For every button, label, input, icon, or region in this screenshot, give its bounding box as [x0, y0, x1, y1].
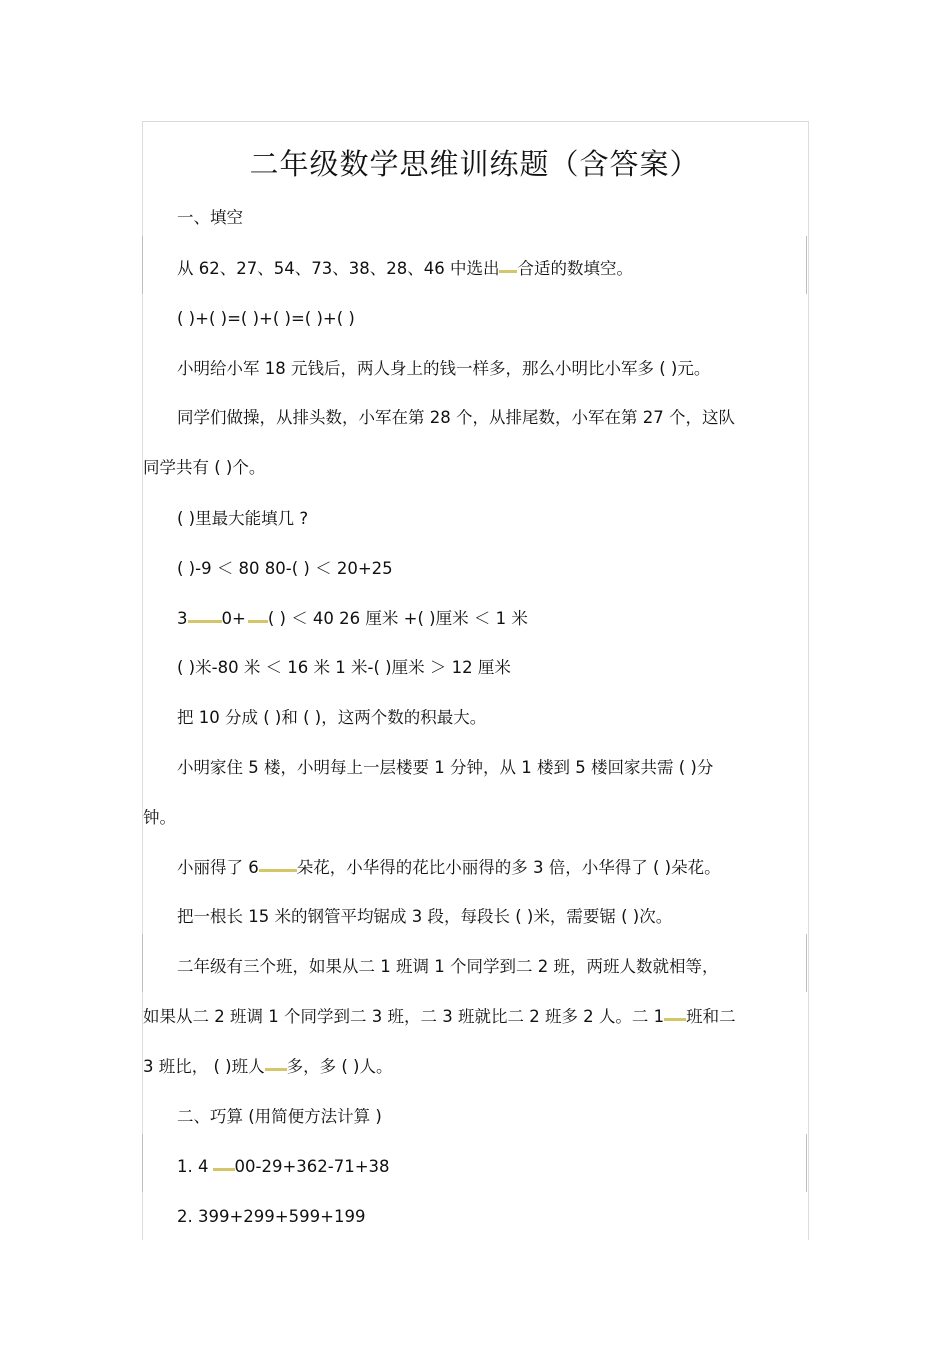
section-heading: 一、填空 — [177, 208, 243, 227]
question-line: 同学们做操，从排头数，小军在第 28 个，从排尾数，小军在第 27 个，这队 — [177, 408, 735, 427]
margin-mark — [806, 236, 807, 294]
margin-mark — [142, 236, 143, 294]
section-heading: 二、巧算 (用简便方法计算 ) — [177, 1107, 382, 1126]
margin-mark — [142, 1134, 143, 1192]
question-line: ( )里最大能填几 ? — [177, 509, 309, 528]
question-line: 小明给小军 18 元钱后，两人身上的钱一样多，那么小明比小军多 ( )元。 — [177, 359, 711, 378]
question-line: 钟。 — [143, 808, 176, 827]
margin-mark — [142, 934, 143, 992]
question-line: 2. 399+299+599+199 — [177, 1207, 366, 1226]
question-line: 如果从二 2 班调 1 个同学到二 3 班，二 3 班就比二 2 班多 2 人。二 1 班和二 — [143, 1007, 736, 1026]
question-line: ( )-9 ＜ 80 80-( ) ＜ 20+25 — [177, 559, 393, 578]
question-line: 小明家住 5 楼，小明每上一层楼要 1 分钟，从 1 楼到 5 楼回家共需 ( )分 — [177, 758, 714, 777]
question-line: 二年级有三个班，如果从二 1 班调 1 个同学到二 2 班，两班人数就相等， — [177, 957, 719, 976]
question-line: 从 62、27、54、73、38、28、46 中选出 合适的数填空。 — [177, 259, 633, 278]
highlight-mark — [213, 1168, 235, 1171]
question-line: ( )米-80 米 ＜ 16 米 1 米-( )厘米 ＞ 12 厘米 — [177, 658, 511, 677]
margin-mark — [806, 934, 807, 992]
highlight-mark — [248, 620, 268, 623]
question-line: ( )+( )=( )+( )=( )+( ) — [177, 309, 355, 328]
highlight-mark — [664, 1018, 686, 1021]
question-line: 把 10 分成 ( )和 ( )，这两个数的积最大。 — [177, 708, 487, 727]
highlight-mark — [265, 1068, 287, 1071]
margin-mark — [806, 1134, 807, 1192]
highlight-mark — [188, 620, 222, 623]
question-line: 3 0+ ( ) ＜ 40 26 厘米 +( )厘米 ＜ 1 米 — [177, 609, 528, 628]
question-line: 小丽得了 6 朵花，小华得的花比小丽得的多 3 倍，小华得了 ( )朵花。 — [177, 858, 721, 877]
highlight-mark — [259, 869, 297, 872]
highlight-mark — [499, 270, 517, 273]
question-line: 把一根长 15 米的钢管平均锯成 3 段，每段长 ( )米，需要锯 ( )次。 — [177, 907, 673, 926]
question-line: 1. 4 00-29+362-71+38 — [177, 1157, 390, 1176]
question-line: 3 班比， ( )班人 多，多 ( )人。 — [143, 1057, 393, 1076]
page-title: 二年级数学思维训练题（含答案） — [249, 147, 700, 181]
question-line: 同学共有 ( )个。 — [143, 458, 266, 477]
